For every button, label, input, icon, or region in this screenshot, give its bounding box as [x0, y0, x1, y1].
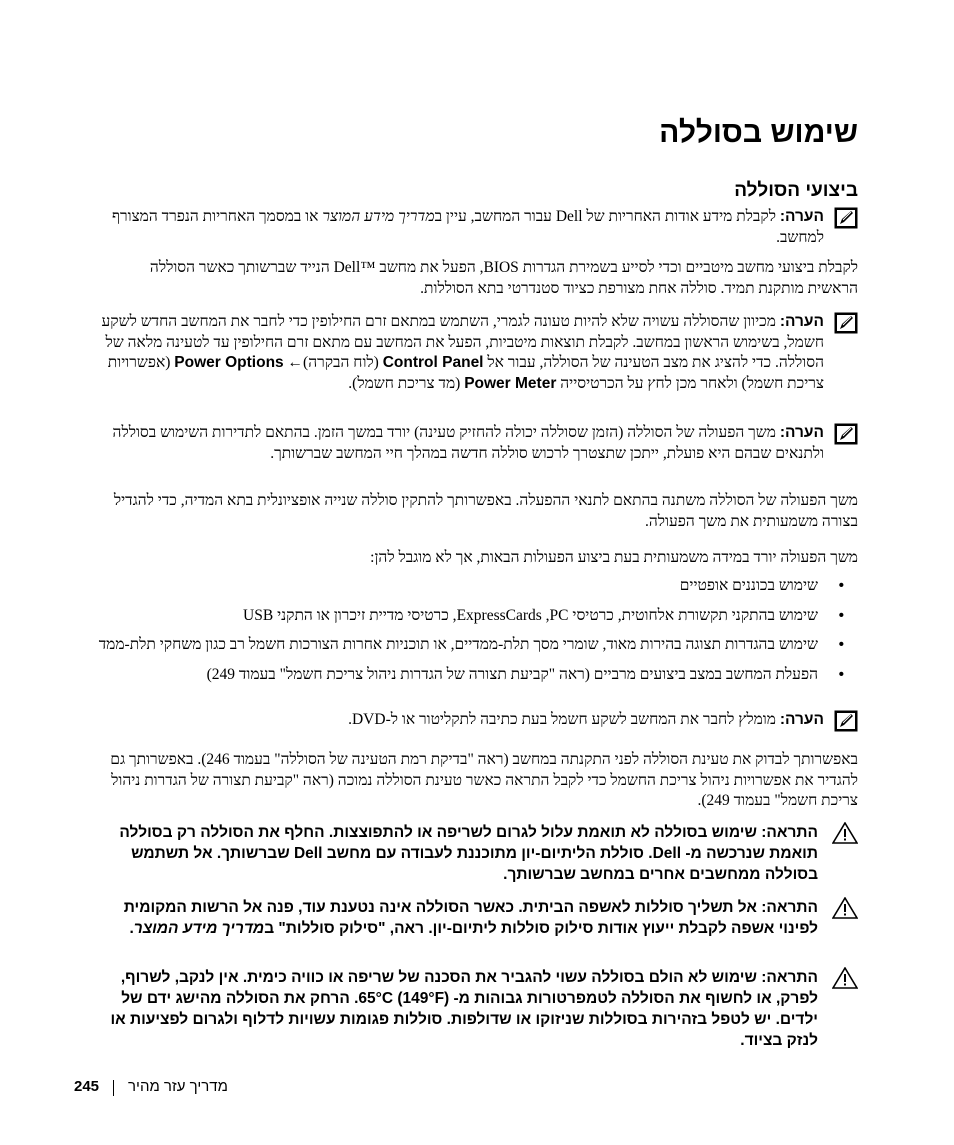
page-number: 245 — [74, 1078, 100, 1095]
warning-triangle-icon — [832, 967, 858, 989]
paragraph-4 — [98, 750, 858, 812]
warning-1-text: שימוש בסוללה לא תואמת עלול לגרום לשריפה או להתפוצצות. החלף את הסוללה רק בסוללה תואמת שנרכשה מ- Dell. סוללת הליתיום-יון מתוכננת לעבודה עם מחשב Dell שברשותך. אל תשתמש בסוללה ממחשבים אחרים במחשב שברשותך. — [119, 824, 818, 883]
product-info-guide-ref: מדריך מידע המוצר — [322, 208, 435, 225]
warning-1-label: התראה: — [761, 824, 818, 841]
warning-triangle-icon — [832, 822, 858, 844]
warning-2-label: התראה: — [761, 899, 818, 916]
note-2-text-pre: מכיוון שהסוללה עשויה שלא להיות טעונה לגמרי, השתמש במתאם זרם החילופין כדי לחבר את המחשב החדש לשקע חשמל, בשימוש הראשון במחשב. לקבלת תוצאות מיטביות, הפעל את המחשב עם מתאם זרם החילופין עד לטעינה מלאה של הסוללה. כדי להציג את מצב הטעינה של הסוללה, עבור אל — [101, 313, 824, 371]
note-2 — [98, 312, 858, 394]
note-1-text-pre: לקבלת מידע אודות האחריות של Dell עבור המחשב, עיין ב — [434, 208, 776, 225]
paragraph-4-text: באפשרותך לבדוק את טעינת הסוללה לפני התקנתה במחשב (ראה "בדיקת רמת הטעינה של הסוללה" בעמוד 246). באפשרותך גם להגדיר את אפשרויות ניהול צריכת החשמל כדי לקבל התראה כאשר טעינת הסוללה נמוכה (ראה "קביעת תצורה של הגדרות ניהול צריכת חשמל" בעמוד 249). — [110, 751, 858, 809]
power-meter-term: Power Meter — [464, 374, 557, 392]
note-4-text: מומלץ לחבר את המחשב לשקע חשמל בעת כתיבה לתקליטור או ל-DVD. — [348, 711, 776, 728]
paragraph-3-text: משך הפעולה יורד במידה משמעותית בעת ביצוע הפעולות הבאות, אך לא מוגבל להן: — [370, 549, 858, 566]
note-pencil-icon — [834, 312, 858, 334]
paragraph-3 — [98, 548, 858, 569]
note-4 — [98, 710, 858, 731]
note-2-text-mid1: (לוח הבקרה)← — [283, 354, 383, 371]
warning-2 — [98, 897, 858, 939]
note-2-label: הערה: — [779, 313, 824, 330]
note-1-label: הערה: — [779, 208, 824, 225]
note-1-text-post: או במסמך האחריות הנפרד המצורף למחשב. — [111, 208, 824, 246]
bullet-list — [98, 576, 858, 685]
page-footer — [74, 1078, 228, 1096]
warning-triangle-icon — [832, 897, 858, 919]
warning-3 — [98, 967, 858, 1051]
footer-guide-title: מדריך עזר מהיר — [128, 1078, 228, 1095]
warning-1 — [98, 822, 858, 885]
list-item: • הפעלת המחשב במצב ביצועים מרביים (ראה "קביעת תצורה של הגדרות ניהול צריכת חשמל" בעמוד 249) — [98, 665, 858, 686]
note-pencil-icon — [834, 423, 858, 445]
control-panel-term: Control Panel — [382, 354, 484, 371]
note-pencil-icon — [834, 207, 858, 229]
note-3-text: משך הפעולה של הסוללה (הזמן שסוללה יכולה להחזיק טעינה) יורד במשך הזמן. בהתאם לתדירות השימוש בסוללה ולתנאים שבהם היא פועלת, ייתכן שתצטרך לרכוש סוללה חדשה במהלך חיי המחשב שברשותך. — [112, 424, 824, 462]
warning-3-label: התראה: — [761, 969, 818, 986]
section-heading: ביצועי הסוללה — [734, 180, 858, 201]
power-options-term: Power Options — [174, 354, 284, 371]
note-2-text-mid2: (אפשרויות צריכת חשמל) ולאחר מכן לחץ על הכרטיסייה — [107, 354, 824, 392]
product-info-guide-ref-2: מדריך מידע המוצר — [133, 920, 265, 937]
list-item: • שימוש בהתקני תקשורת אלחוטית, כרטיסי ExpressCards ,PC, כרטיסי מדיית זיכרון או התקני USB — [98, 606, 858, 627]
list-item: • שימוש בהגדרות תצוגה בהירות מאוד, שומרי מסך תלת-ממדיים, או תוכניות אחרות הצורכות חשמל רב כגון משחקי תלת-ממד — [98, 635, 858, 656]
page-title: שימוש בסוללה — [659, 116, 858, 149]
list-item: • שימוש בכוננים אופטיים — [98, 576, 858, 597]
bullet-list-container — [98, 576, 858, 694]
warning-3-text: שימוש לא הולם בסוללה עשוי להגביר את הסכנה של שריפה או כוויה כימית. אין לנקב, לשרוף, לפרק, או לחשוף את הסוללה לטמפרטורות גבוהות מ- 65°C (149°F). הרחק את הסוללה מהישג ידם של ילדים. יש לטפל בזהירות בסוללות שניזוקו או שדולפות. סוללות פגומות עשויות לדלוף ולגרום לפציעות או לנזק בציוד. — [110, 969, 818, 1049]
note-pencil-icon — [834, 710, 858, 732]
warning-2-text-post: . — [129, 920, 134, 937]
note-3 — [98, 423, 858, 464]
paragraph-2-text: משך הפעולה של הסוללה משתנה בהתאם לתנאי ההפעלה. באפשרותך להתקין סוללה שנייה אופציונלית בתא המדיה, כדי להגדיל בצורה משמעותית את משך הפעולה. — [113, 492, 858, 530]
note-3-label: הערה: — [779, 424, 824, 441]
note-4-label: הערה: — [779, 711, 824, 728]
note-1 — [98, 207, 858, 248]
paragraph-1-text: לקבלת ביצועי מחשב מיטביים וכדי לסייע בשמירת הגדרות BIOS, הפעל את מחשב ™Dell הנייד שברשותך כאשר הסוללה הראשית מותקנת תמיד. סוללה אחת מצורפת כציוד סטנדרטי בתא הסוללות. — [149, 259, 858, 297]
paragraph-2 — [98, 491, 858, 532]
footer-divider — [113, 1080, 114, 1096]
note-2-text-post: (מד צריכת חשמל). — [348, 374, 465, 392]
paragraph-1 — [98, 258, 858, 299]
warning-2-text-pre: אל תשליך סוללות לאשפה הביתית. כאשר הסוללה אינה נטענת עוד, פנה אל הרשות המקומית לפינוי אשפה לקבלת ייעוץ אודות סילוק סוללות ליתיום-יון. ראה, "סילוק סוללות" ב — [123, 899, 818, 937]
